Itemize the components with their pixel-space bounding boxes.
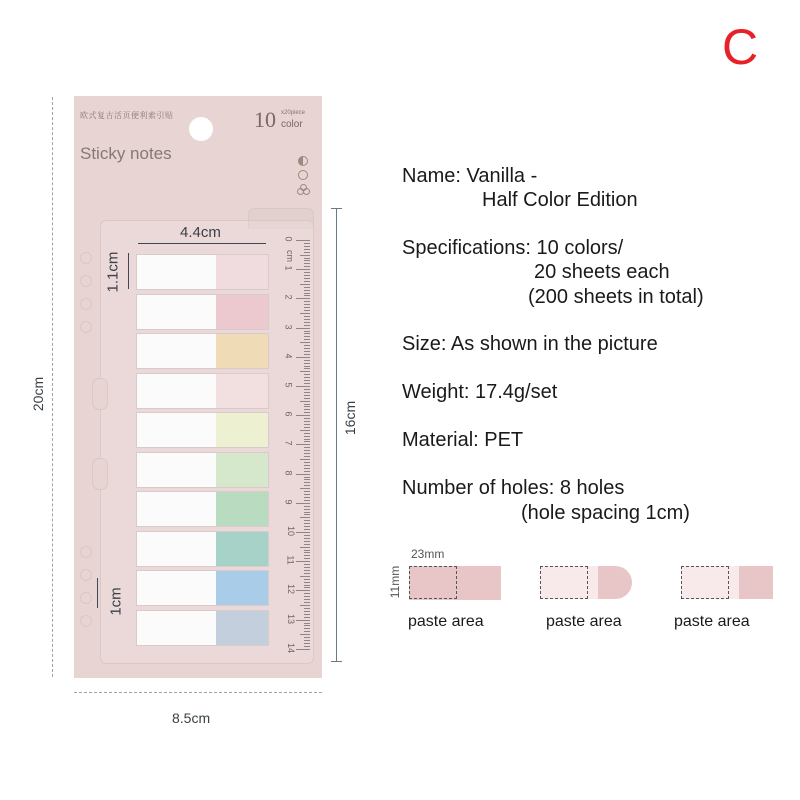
ruler-minor-tick	[304, 246, 310, 247]
ruler-minor-tick	[304, 266, 310, 267]
ruler-major-tick	[296, 474, 310, 475]
spec-weight: Weight: 17.4g/set	[402, 381, 558, 403]
ruler-minor-tick	[300, 313, 310, 314]
ruler-label: 7	[283, 440, 294, 446]
ruler-minor-tick	[304, 433, 310, 434]
ruler-minor-tick	[304, 631, 310, 632]
paste-diagram-3	[681, 566, 773, 600]
ruler-label: 8	[283, 470, 294, 476]
binder-scallop	[80, 592, 92, 604]
ruler-label: 1	[283, 265, 294, 271]
spec-hole-spacing: (hole spacing 1cm)	[521, 502, 690, 524]
width-dimension-label: 8.5cm	[172, 710, 211, 726]
flag-white-section	[137, 532, 216, 566]
ruler-minor-tick	[304, 608, 310, 609]
ruler-minor-tick	[300, 488, 310, 489]
flag-white-section	[137, 374, 216, 408]
ruler-minor-tick	[300, 547, 310, 548]
ruler-label: 11	[285, 555, 296, 565]
ruler-minor-tick	[304, 281, 310, 282]
ruler-minor-tick	[304, 582, 310, 583]
ruler-minor-tick	[304, 538, 310, 539]
ruler-minor-tick	[300, 284, 310, 285]
ruler-major-tick	[296, 503, 310, 504]
ruler-unit: cm	[285, 250, 295, 263]
ruler-major-tick	[296, 590, 310, 591]
paste-area-label-3: paste area	[674, 613, 750, 630]
ruler-minor-tick	[304, 552, 310, 553]
ruler-minor-tick	[304, 447, 310, 448]
sticky-flag	[136, 294, 269, 330]
paste-area-outline	[681, 566, 729, 599]
ruler-minor-tick	[304, 593, 310, 594]
ruler-major-tick	[296, 415, 310, 416]
ruler-minor-tick	[304, 290, 310, 291]
ruler-minor-tick	[304, 599, 310, 600]
ruler-label: 0	[283, 236, 294, 242]
product-name: Sticky notes	[80, 144, 172, 163]
ruler-minor-tick	[304, 304, 310, 305]
ruler-minor-tick	[304, 263, 310, 264]
binder-scallop	[80, 275, 92, 287]
paste-area-outline	[409, 566, 457, 599]
panel-notch-lower	[92, 458, 108, 490]
flag-white-section	[137, 571, 216, 605]
ruler-minor-tick	[304, 377, 310, 378]
ruler-minor-tick	[304, 550, 310, 551]
ruler-minor-tick	[304, 258, 310, 259]
ruler-minor-tick	[304, 301, 310, 302]
ruler-minor-tick	[304, 325, 310, 326]
ruler-minor-tick	[304, 570, 310, 571]
ruler-major-tick	[296, 386, 310, 387]
ruler-minor-tick	[304, 623, 310, 624]
pieces-count: x20piece	[281, 110, 306, 116]
ruler-minor-tick	[304, 640, 310, 641]
ruler-minor-tick	[304, 558, 310, 559]
flag-width-line	[138, 243, 266, 244]
ruler-minor-tick	[304, 336, 310, 337]
panel-height-label: 16cm	[342, 400, 358, 436]
ruler-minor-tick	[304, 646, 310, 647]
ruler-minor-tick	[304, 436, 310, 437]
height-dimension-line	[52, 97, 53, 677]
ruler-minor-tick	[304, 587, 310, 588]
ruler-minor-tick	[304, 520, 310, 521]
hole-spacing-label: 1cm	[107, 587, 125, 616]
ruler-minor-tick	[304, 243, 310, 244]
flag-color-section	[216, 453, 268, 487]
ruler-minor-tick	[304, 567, 310, 568]
ruler-minor-tick	[304, 392, 310, 393]
hole-spacing-line	[97, 578, 98, 608]
flag-color-section	[216, 255, 268, 289]
ruler-minor-tick	[304, 406, 310, 407]
ruler-minor-tick	[304, 339, 310, 340]
ruler-minor-tick	[304, 468, 310, 469]
paste-width-label: 23mm	[411, 547, 445, 561]
binder-scallop	[80, 321, 92, 333]
ruler-minor-tick	[304, 348, 310, 349]
ruler-minor-tick	[300, 605, 310, 606]
ruler-minor-tick	[304, 351, 310, 352]
ruler-minor-tick	[304, 456, 310, 457]
ruler-minor-tick	[304, 564, 310, 565]
ruler-minor-tick	[304, 310, 310, 311]
ruler-minor-tick	[304, 526, 310, 527]
ruler-minor-tick	[304, 441, 310, 442]
spec-name-edition: Half Color Edition	[482, 189, 638, 211]
ruler-minor-tick	[300, 430, 310, 431]
ruler-minor-tick	[304, 497, 310, 498]
ruler-minor-tick	[300, 576, 310, 577]
flag-white-section	[137, 413, 216, 447]
sticky-flag	[136, 254, 269, 290]
ruler-minor-tick	[300, 517, 310, 518]
ruler-minor-tick	[304, 506, 310, 507]
ruler-minor-tick	[304, 617, 310, 618]
ruler-minor-tick	[304, 409, 310, 410]
flag-height-line	[128, 253, 129, 289]
ruler-minor-tick	[300, 371, 310, 372]
ruler-minor-tick	[304, 465, 310, 466]
sticky-flag	[136, 333, 269, 369]
sticky-flag	[136, 570, 269, 606]
ruler-minor-tick	[304, 514, 310, 515]
ruler-minor-tick	[304, 389, 310, 390]
binder-scallop	[80, 615, 92, 627]
ruler-minor-tick	[304, 585, 310, 586]
ruler-label: 9	[283, 499, 294, 505]
flag-color-section	[216, 611, 268, 645]
ruler-major-tick	[296, 328, 310, 329]
ruler-minor-tick	[304, 541, 310, 542]
ruler-minor-tick	[304, 544, 310, 545]
ruler-minor-tick	[304, 249, 310, 250]
ruler-minor-tick	[304, 491, 310, 492]
ruler-minor-tick	[304, 555, 310, 556]
ruler-minor-tick	[304, 453, 310, 454]
flag-color-section	[216, 413, 268, 447]
spec-name: Name: Vanilla -	[402, 165, 538, 187]
ruler-label: 13	[286, 613, 297, 624]
paste-area-label-2: paste area	[546, 613, 622, 630]
flag-white-section	[137, 295, 216, 329]
flag-white-section	[137, 334, 216, 368]
flag-height-label: 1.1cm	[104, 251, 122, 293]
ruler-label: 6	[283, 411, 294, 417]
ruler-major-tick	[296, 620, 310, 621]
ruler-minor-tick	[300, 401, 310, 402]
flag-white-section	[137, 453, 216, 487]
ruler-minor-tick	[304, 398, 310, 399]
panel-height-line	[336, 208, 337, 662]
ruler-label: 10	[286, 525, 297, 537]
ruler-minor-tick	[300, 255, 310, 256]
paste-area-label-1: paste area	[408, 613, 484, 630]
ruler-minor-tick	[300, 459, 310, 460]
ruler-minor-tick	[304, 366, 310, 367]
flag-color-section	[216, 532, 268, 566]
ruler-major-tick	[296, 269, 310, 270]
flag-white-section	[137, 492, 216, 526]
height-dimension-label: 20cm	[30, 376, 46, 412]
ruler-minor-tick	[304, 611, 310, 612]
slash-circle-icon	[298, 170, 308, 180]
sticky-flag	[136, 491, 269, 527]
ruler-minor-tick	[304, 509, 310, 510]
ruler-minor-tick	[300, 342, 310, 343]
spec-specifications: Specifications: 10 colors/	[402, 237, 624, 259]
ruler-minor-tick	[304, 628, 310, 629]
ruler-minor-tick	[304, 479, 310, 480]
dots-icon	[297, 184, 309, 194]
ruler-label: 4	[283, 353, 294, 359]
ruler-minor-tick	[304, 380, 310, 381]
ruler-minor-tick	[304, 494, 310, 495]
ruler-minor-tick	[304, 412, 310, 413]
flag-white-section	[137, 255, 216, 289]
sticky-flag	[136, 412, 269, 448]
ruler-minor-tick	[304, 643, 310, 644]
ruler-minor-tick	[304, 471, 310, 472]
ruler-minor-tick	[304, 260, 310, 261]
ruler-minor-tick	[304, 421, 310, 422]
panel-notch-upper	[92, 378, 108, 410]
sticky-flag	[136, 531, 269, 567]
ruler-minor-tick	[304, 368, 310, 369]
ruler-minor-tick	[304, 275, 310, 276]
ruler-minor-tick	[304, 450, 310, 451]
ruler-minor-tick	[304, 363, 310, 364]
ruler-minor-tick	[304, 523, 310, 524]
ruler-minor-tick	[304, 477, 310, 478]
panel-height-cap-bottom	[331, 661, 342, 662]
panel-height-cap-top	[331, 208, 342, 209]
paste-diagram-2	[540, 566, 632, 600]
color-count: 10	[254, 107, 276, 132]
ruler-label: 3	[283, 324, 294, 330]
flag-color-section	[216, 295, 268, 329]
flag-white-section	[137, 611, 216, 645]
binder-scallop	[80, 569, 92, 581]
paste-area-outline	[540, 566, 588, 599]
ruler-minor-tick	[304, 439, 310, 440]
binder-scallop	[80, 546, 92, 558]
ruler-minor-tick	[304, 319, 310, 320]
ruler-minor-tick	[304, 278, 310, 279]
ruler-minor-tick	[304, 374, 310, 375]
ruler-major-tick	[296, 532, 310, 533]
ruler-minor-tick	[304, 316, 310, 317]
ruler-major-tick	[296, 357, 310, 358]
ruler-major-tick	[296, 298, 310, 299]
flag-color-section	[216, 492, 268, 526]
spec-size: Size: As shown in the picture	[402, 333, 658, 355]
ruler-minor-tick	[304, 573, 310, 574]
ruler-minor-tick	[304, 529, 310, 530]
ruler-minor-tick	[304, 535, 310, 536]
flag-color-section	[216, 571, 268, 605]
ruler-label: 12	[286, 584, 297, 595]
ruler-major-tick	[296, 561, 310, 562]
ruler-minor-tick	[304, 500, 310, 501]
ruler-minor-tick	[304, 637, 310, 638]
ruler-label: 14	[286, 642, 297, 653]
ruler-minor-tick	[304, 333, 310, 334]
ruler-minor-tick	[304, 602, 310, 603]
ruler-minor-tick	[304, 295, 310, 296]
ruler	[280, 228, 310, 658]
flag-color-section	[216, 334, 268, 368]
ruler-minor-tick	[304, 322, 310, 323]
ruler-minor-tick	[304, 383, 310, 384]
brand-chinese-text: 欧式复古活页便利索引贴	[80, 111, 174, 120]
ruler-minor-tick	[304, 462, 310, 463]
ruler-major-tick	[296, 444, 310, 445]
ruler-minor-tick	[304, 512, 310, 513]
ruler-minor-tick	[304, 395, 310, 396]
ruler-minor-tick	[304, 345, 310, 346]
ruler-minor-tick	[304, 293, 310, 294]
paste-height-label: 11mm	[388, 565, 402, 599]
variant-letter: C	[722, 19, 759, 75]
hang-hole	[189, 117, 213, 141]
spec-material: Material: PET	[402, 429, 524, 451]
ruler-minor-tick	[304, 307, 310, 308]
ruler-major-tick	[296, 240, 310, 241]
flag-width-label: 4.4cm	[180, 224, 221, 241]
ruler-minor-tick	[304, 625, 310, 626]
flag-color-section	[216, 374, 268, 408]
binder-scallop	[80, 298, 92, 310]
ruler-minor-tick	[304, 331, 310, 332]
sticky-flag	[136, 610, 269, 646]
color-count-unit: color	[281, 119, 303, 130]
ruler-minor-tick	[304, 427, 310, 428]
ruler-minor-tick	[304, 287, 310, 288]
ruler-minor-tick	[304, 596, 310, 597]
ruler-minor-tick	[304, 424, 310, 425]
ruler-minor-tick	[304, 418, 310, 419]
paste-diagram-1	[409, 566, 501, 600]
ruler-label: 2	[283, 294, 294, 300]
ruler-major-tick	[296, 649, 310, 650]
ruler-label: 5	[283, 382, 294, 388]
sticky-flag	[136, 452, 269, 488]
ruler-minor-tick	[304, 354, 310, 355]
ruler-minor-tick	[304, 614, 310, 615]
ruler-minor-tick	[300, 634, 310, 635]
ruler-minor-tick	[304, 485, 310, 486]
ruler-minor-tick	[304, 360, 310, 361]
sticky-flag	[136, 373, 269, 409]
ruler-minor-tick	[304, 272, 310, 273]
spec-sheets-each: 20 sheets each	[534, 261, 670, 283]
ruler-minor-tick	[304, 404, 310, 405]
half-circle-icon	[298, 156, 308, 166]
spec-sheets-total: (200 sheets in total)	[528, 286, 704, 308]
ruler-minor-tick	[304, 579, 310, 580]
ruler-minor-tick	[304, 482, 310, 483]
ruler-minor-tick	[304, 252, 310, 253]
binder-scallop	[80, 252, 92, 264]
width-dimension-line	[74, 692, 322, 693]
spec-holes: Number of holes: 8 holes	[402, 477, 625, 499]
